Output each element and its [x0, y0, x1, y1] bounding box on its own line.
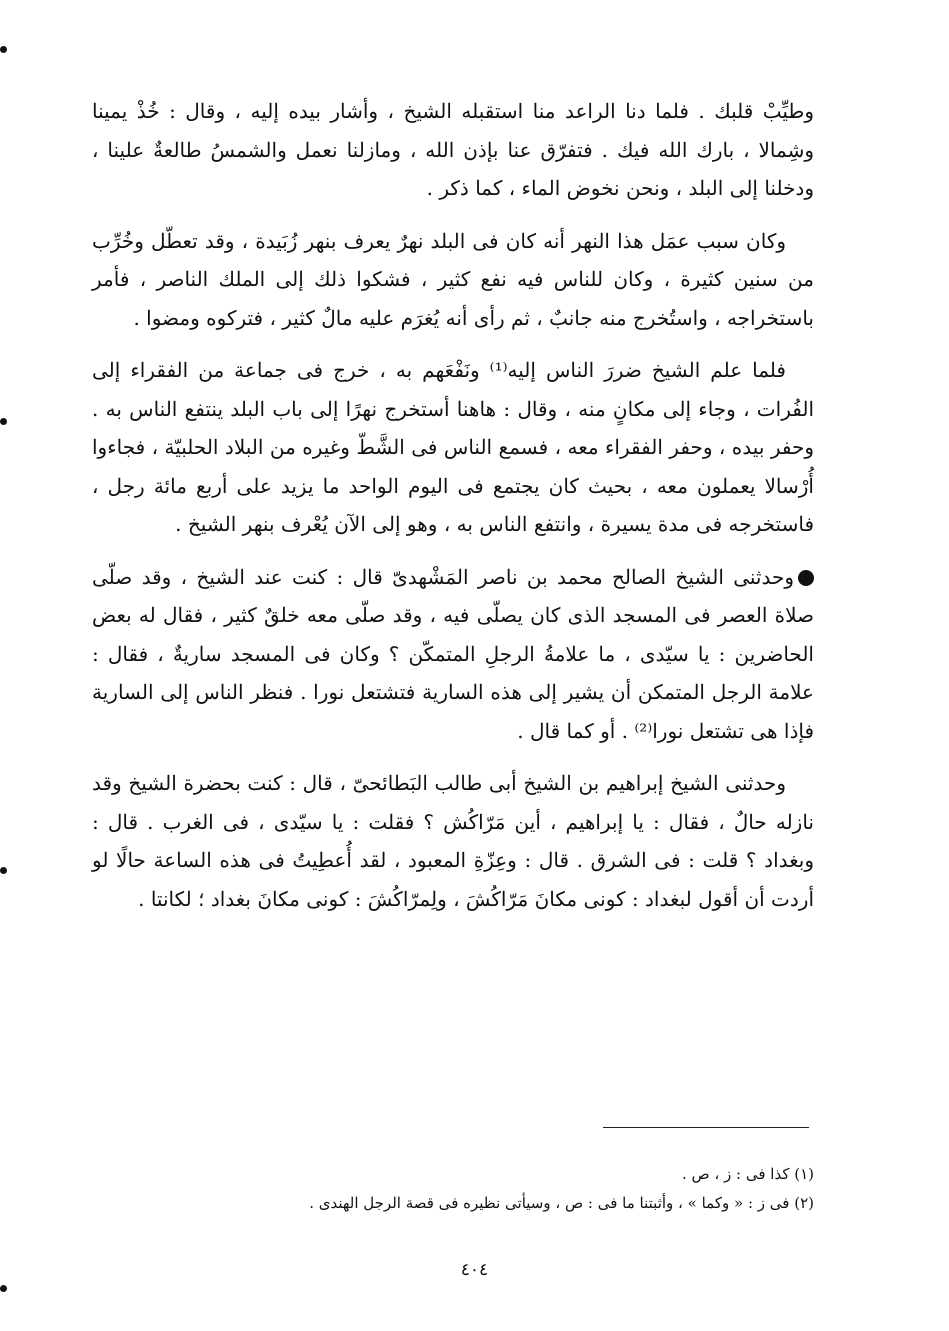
- paragraph-text: فلما علم الشيخ ضررَ الناس إليه⁽¹⁾ ونَفْعَهم به ، خرج فى جماعة من الفقراء إلى الفُرات ، وجاء إلى مكانٍ منه ، وقال : هاهنا أستخرج نهرًا إلى باب البلد ينتفع الناس به . وحفر بيده ، وحفر الفقراء معه ، فسمع الناس فى الشَّطّ وغيره من البلاد الحلبيّة ، فجاءوا أُرْسالا يعملون معه ، بحيث كان يجتمع فى اليوم الواحد ما يزيد على أربع مائة رجل ، فاستخرجه فى مدة يسيرة ، وانتفع الناس به ، وهو إلى الآن يُعْرف بنهر الشيخ .: [92, 358, 814, 536]
- page-number: ٤٠٤: [460, 1260, 489, 1280]
- paragraph: [92, 558, 814, 751]
- footnote: (١) كذا فى : ز ، ص .: [681, 1165, 814, 1183]
- paragraph: [92, 351, 814, 544]
- footnote: (٢) فى ز : « وكما » ، وأثبتنا ما فى : ص ، وسيأتى نظيره فى قصة الرجل الهندى .: [309, 1194, 814, 1212]
- paragraph-text: وحدثنى الشيخ الصالح محمد بن ناصر المَشْهدىّ قال : كنت عند الشيخ ، وقد صلّى صلاة العصر فى المسجد الذى كان يصلّى فيه ، وقد صلّى معه خلقٌ كثير ، فقال له بعض الحاضرين : يا سيّدى ، ما علامةُ الرجلِ المتمكّن ؟ وكان فى المسجد ساريةٌ ، فقال : علامة الرجل المتمكن أن يشير إلى هذه السارية فتشتعل نورا . فنظر الناس إلى السارية فإذا هى تشتعل نورا⁽²⁾ . أو كما قال .: [92, 564, 814, 743]
- edge-mark: [0, 867, 7, 874]
- paragraph-text: وحدثنى الشيخ إبراهيم بن الشيخ أبى طالب البَطائحىّ ، قال : كنت بحضرة الشيخ وقد نازله حالٌ ، فقال : يا إبراهيم ، أين مَرّاكُش ؟ فقلت : يا سيّدى ، فى الغرب . قال : وبغداد ؟ قلت : فى الشرق . قال : وعِزّةِ المعبود ، لقد أُعطِيتُ فى هذه الساعة حالًا لو أردت أن أقول لبغداد : كونى مكانَ مَرّاكُشَ ، ولِمرّاكُشَ : كونى مكانَ بغداد ؛ لكانتا .: [92, 771, 814, 911]
- footnotes: [180, 1160, 814, 1218]
- bullet-icon: [798, 570, 814, 586]
- main-text: [92, 92, 814, 932]
- edge-mark: [0, 418, 7, 425]
- paragraph: [92, 764, 814, 918]
- paragraph-text: وطيِّبْ قلبك . فلما دنا الراعد منا استقبله الشيخ ، وأشار بيده إليه ، وقال : خُذْ يمينا وشِمالا ، بارك الله فيك . فتفرّق عنا بإذن الله ، ومازلنا نعمل والشمسُ طالعةٌ علينا ، ودخلنا إلى البلد ، ونحن نخوض الماء ، كما ذكر .: [92, 99, 814, 200]
- edge-mark: [0, 46, 7, 53]
- paragraph-text: وكان سبب عمَل هذا النهر أنه كان فى البلد نهرٌ يعرف بنهر زُبَيدة ، وقد تعطّل وخُرِّب من سنين كثيرة ، وكان للناس فيه نفع كثير ، فشكوا ذلك إلى الملك الناصر ، فأمر باستخراجه ، واستُخرج منه جانبٌ ، ثم رأى أنه يُغرَم عليه مالٌ كثير ، فتركوه ومضوا .: [92, 228, 814, 330]
- edge-mark: [0, 1285, 7, 1292]
- paragraph: [92, 92, 814, 208]
- paragraph: [92, 222, 814, 338]
- footnote-separator: [603, 1127, 809, 1128]
